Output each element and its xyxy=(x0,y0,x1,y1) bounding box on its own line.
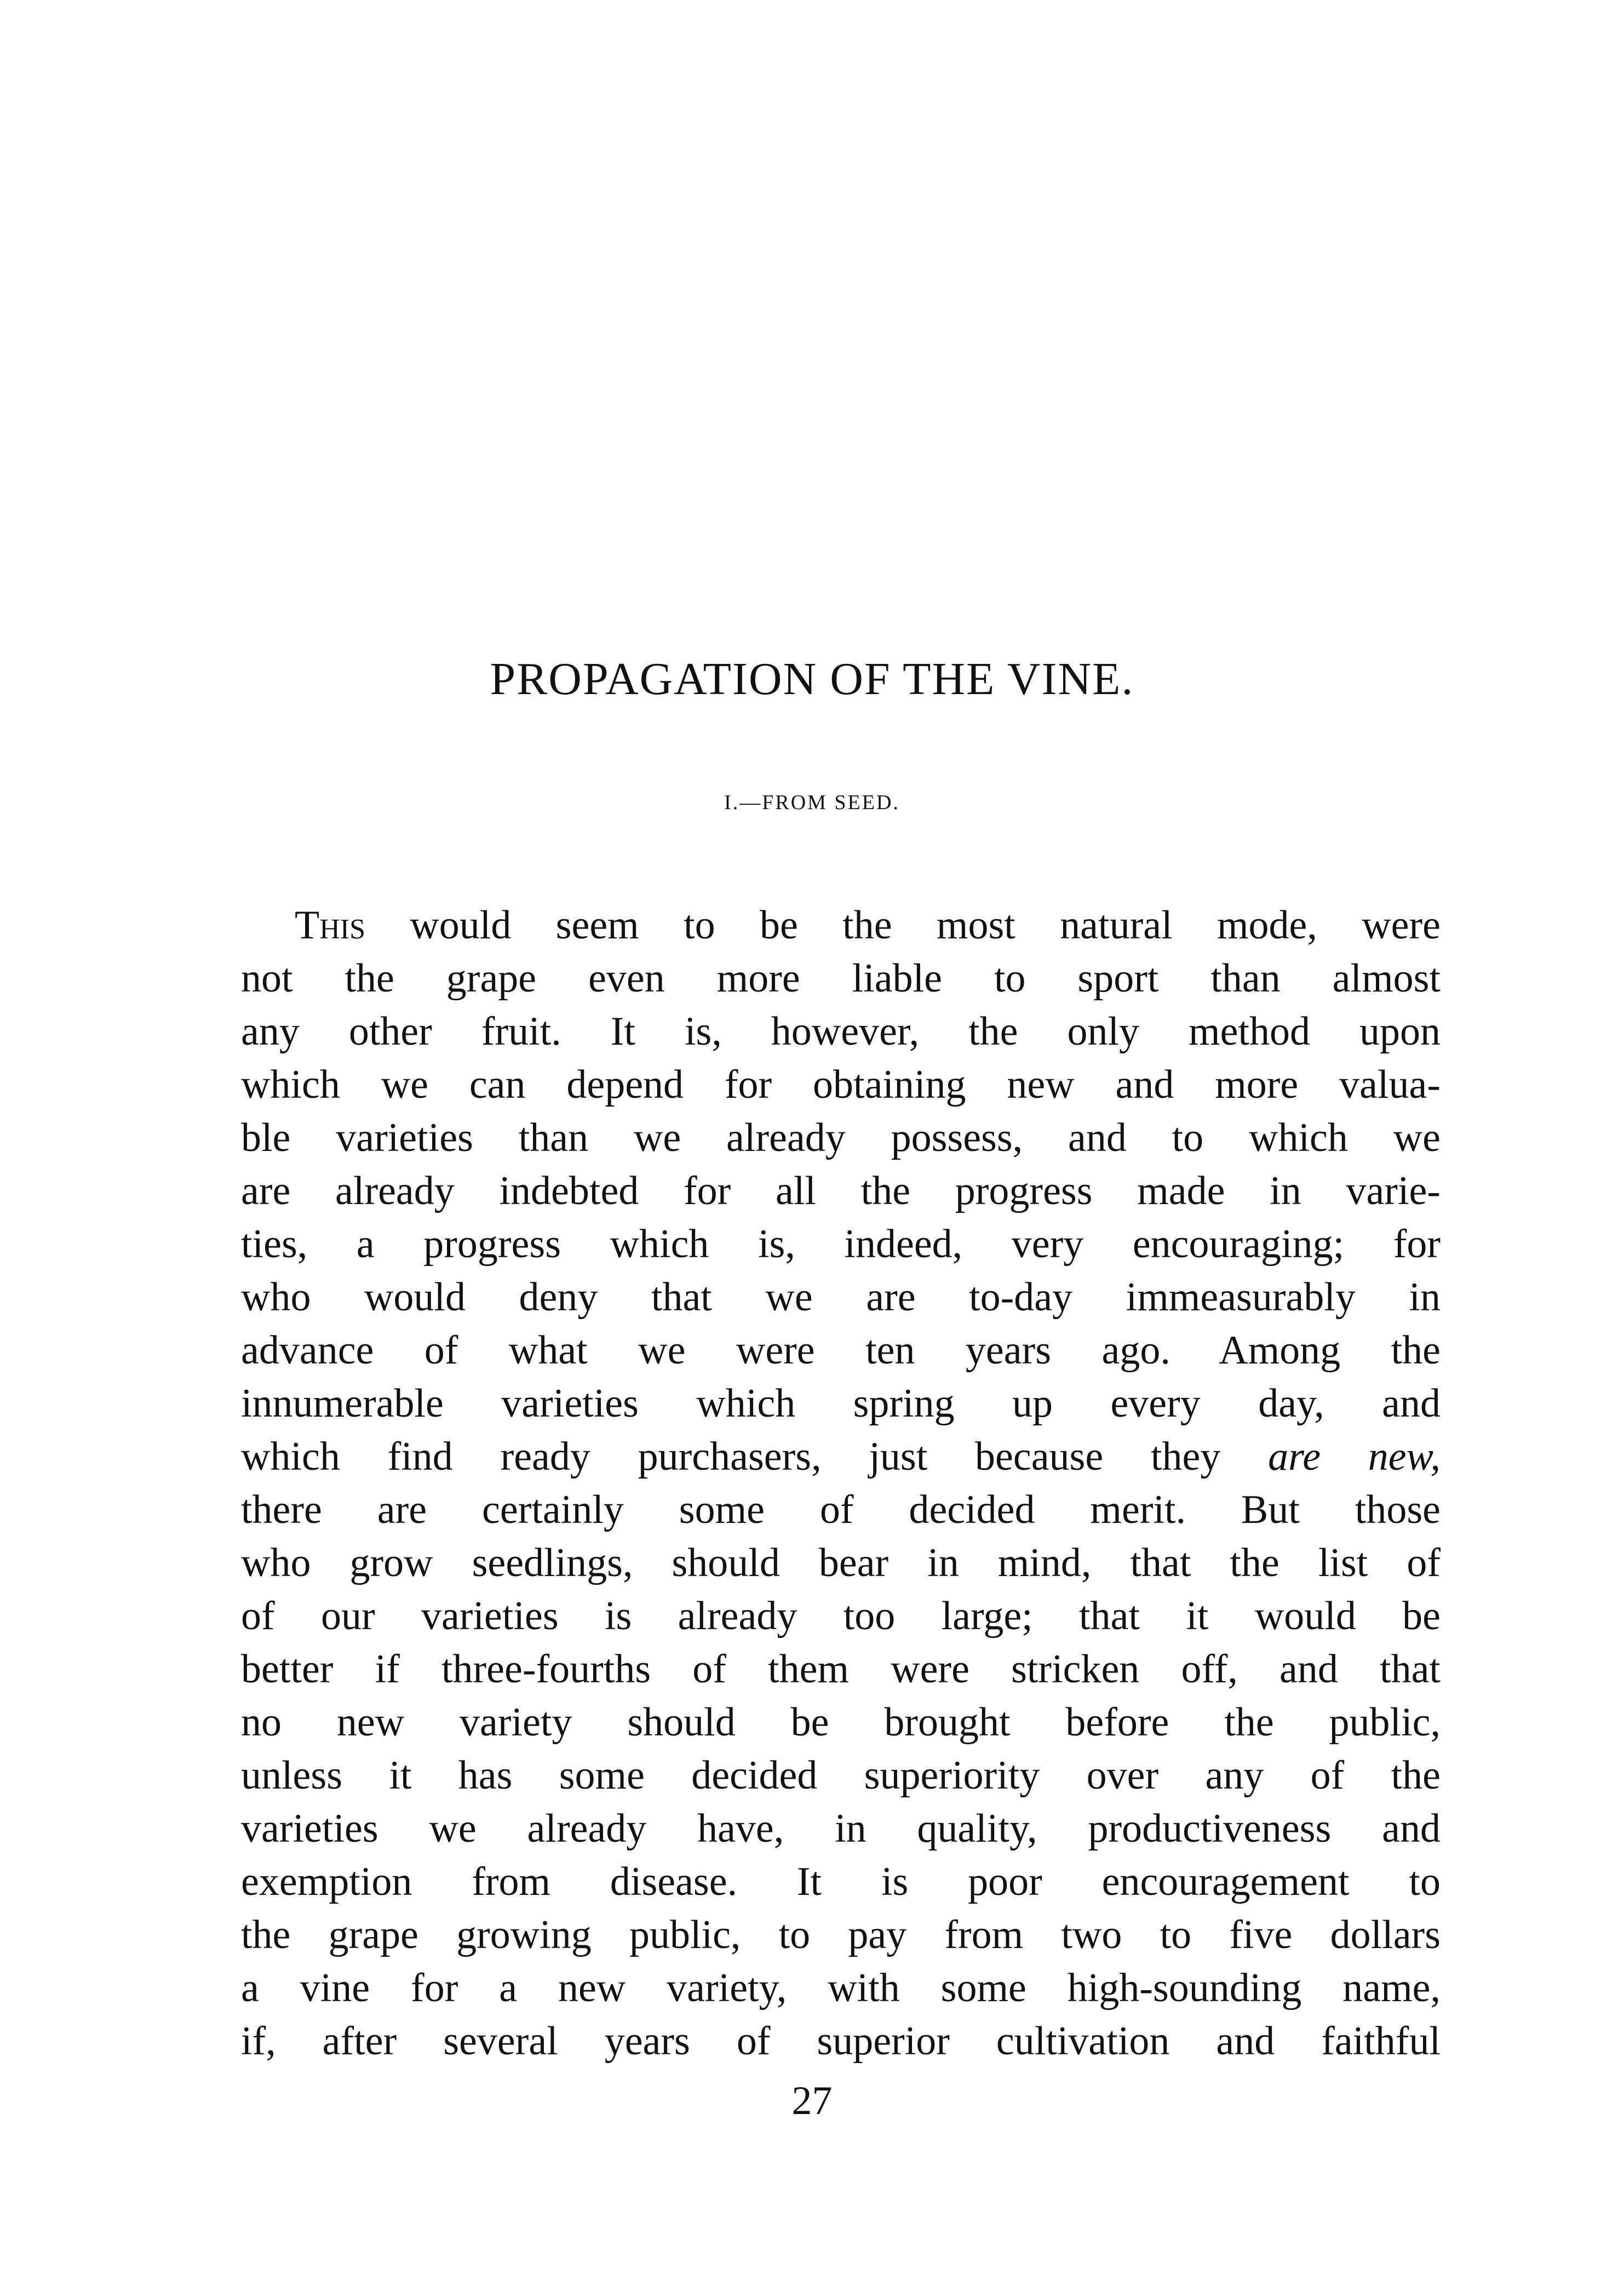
text-line xyxy=(241,1855,1441,1909)
text-line xyxy=(241,1112,1441,1165)
text-line xyxy=(241,952,1441,1005)
text-line xyxy=(241,1749,1441,1802)
line-text: if, after several years of superior cultivation and faithful xyxy=(241,2019,1441,2064)
line-text: who grow seedlings, should bear in mind, that the list of xyxy=(241,1540,1441,1585)
line-text: varieties we already have, in quality, productiveness and xyxy=(241,1806,1441,1851)
text-line xyxy=(241,1165,1441,1218)
text-line xyxy=(241,1962,1441,2015)
text-line xyxy=(241,1324,1441,1377)
text-line xyxy=(241,1005,1441,1058)
text-line xyxy=(241,2015,1441,2068)
line-text: better if three-fourths of them were stricken off, and that xyxy=(241,1647,1441,1692)
page-number: 27 xyxy=(791,2078,833,2123)
chapter-title: PROPAGATION OF THE VINE. xyxy=(490,654,1134,704)
text-line xyxy=(241,1430,1441,1483)
line-text: of our varieties is already too large; that it would be xyxy=(241,1594,1441,1639)
line-text: ties, a progress which is, indeed, very encouraging; for xyxy=(241,1222,1441,1267)
text-line xyxy=(241,1058,1441,1112)
text-line xyxy=(241,1218,1441,1271)
line-text: ble varieties than we already possess, and to which we xyxy=(241,1115,1441,1160)
section-heading: I.—FROM SEED. xyxy=(724,791,900,814)
line-text: the grape growing public, to pay from two to five dollars xyxy=(241,1912,1441,1957)
line-text: there are certainly some of decided merit. But those xyxy=(241,1487,1441,1532)
body-text xyxy=(241,899,1441,2068)
text-line xyxy=(241,1483,1441,1537)
italic-emphasis: are new, xyxy=(1268,1434,1441,1479)
text-line xyxy=(241,1643,1441,1696)
line-text: which find ready purchasers, just because they xyxy=(241,1434,1221,1479)
line-text: any other fruit. It is, however, the only method upon xyxy=(241,1009,1441,1054)
text-line xyxy=(241,1802,1441,1855)
text-line xyxy=(241,1377,1441,1430)
text-line xyxy=(241,1271,1441,1324)
line-text: advance of what we were ten years ago. Among the xyxy=(241,1328,1441,1373)
line-text: would seem to be the most natural mode, were xyxy=(365,903,1441,948)
line-text: innumerable varieties which spring up every day, and xyxy=(241,1381,1441,1426)
line-text: not the grape even more liable to sport than almost xyxy=(241,956,1441,1001)
line-text: who would deny that we are to-day immeasurably in xyxy=(241,1275,1441,1320)
line-text: a vine for a new variety, with some high-sounding name, xyxy=(241,1966,1441,2010)
line-text: no new variety should be brought before the public, xyxy=(241,1700,1441,1745)
small-caps-lead: This xyxy=(295,903,365,948)
line-text: exemption from disease. It is poor encouragement to xyxy=(241,1859,1441,1904)
line-text: unless it has some decided superiority over any of the xyxy=(241,1753,1441,1798)
line-text: are already indebted for all the progress made in varie- xyxy=(241,1168,1441,1213)
text-line xyxy=(241,1696,1441,1749)
line-text: which we can depend for obtaining new and more valua- xyxy=(241,1062,1441,1107)
text-line xyxy=(241,899,1441,952)
text-line xyxy=(241,1590,1441,1643)
text-line xyxy=(241,1537,1441,1590)
text-line xyxy=(241,1909,1441,1962)
